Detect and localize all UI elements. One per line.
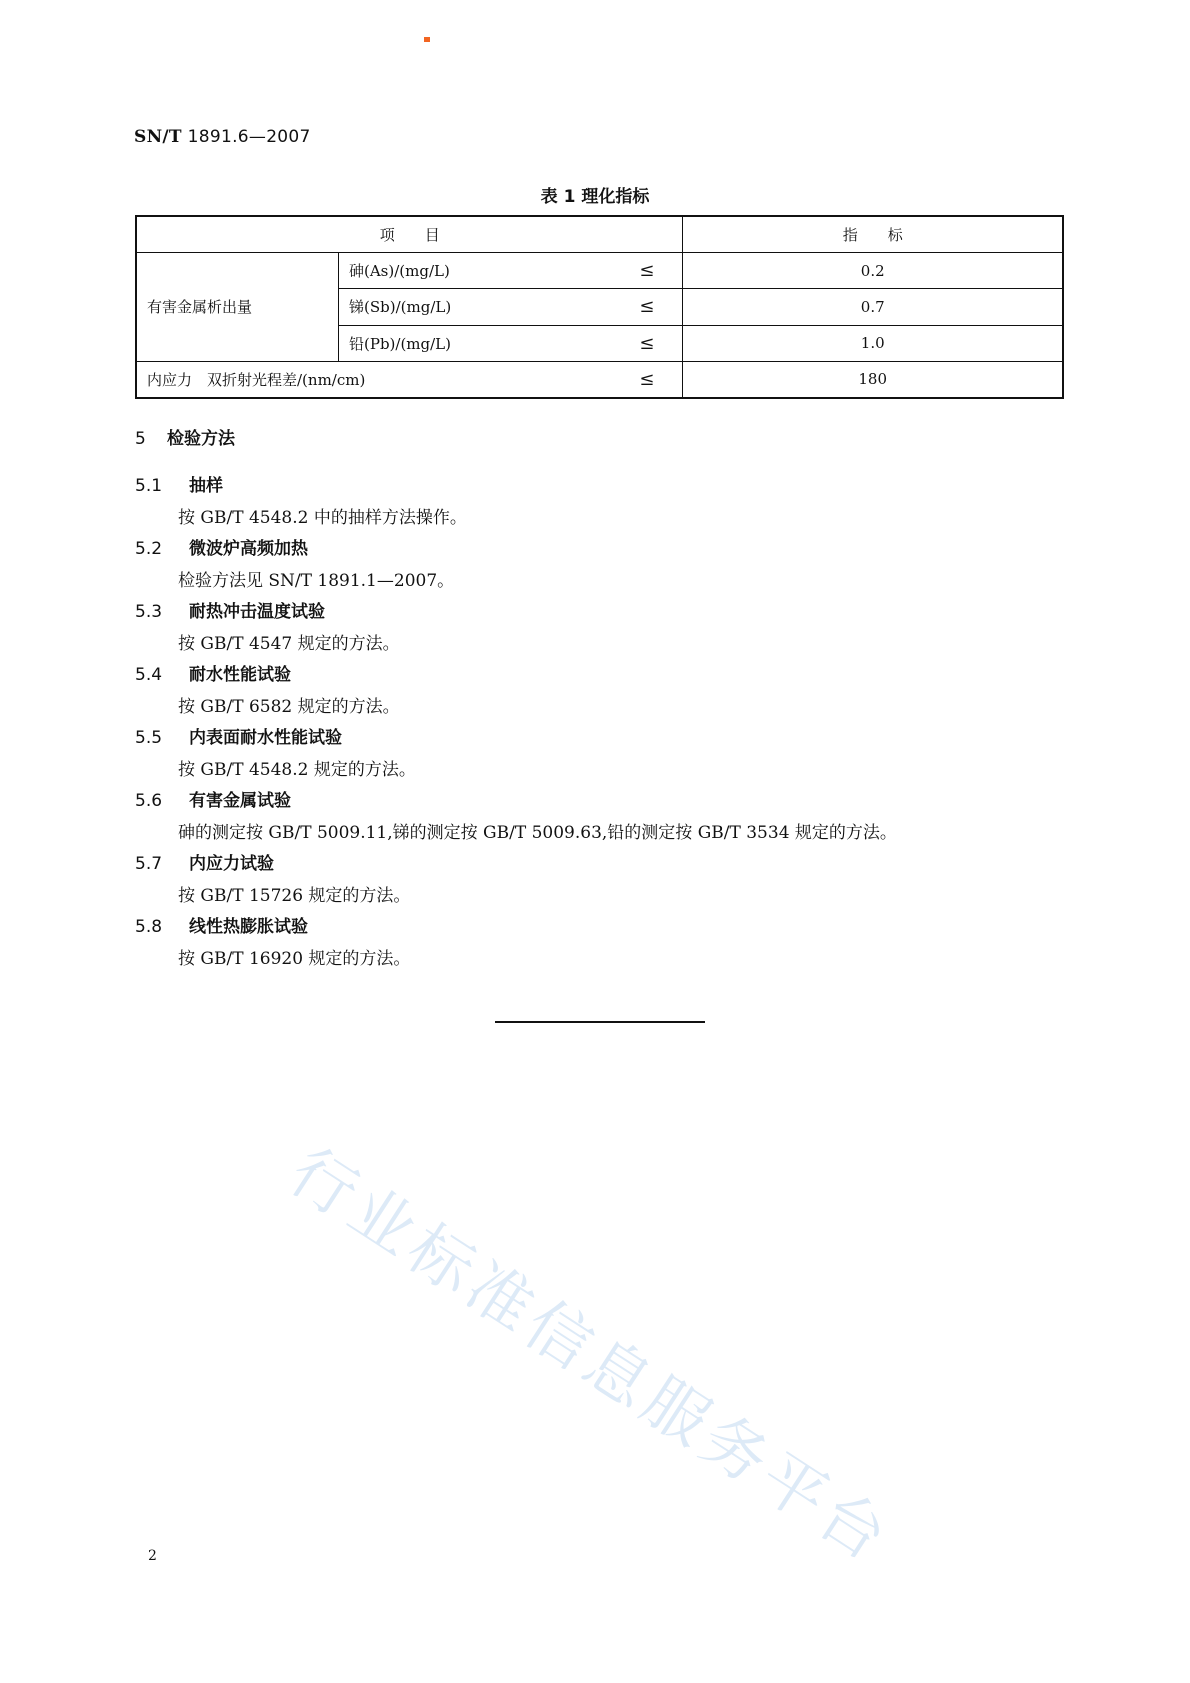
subsection-text: 按 GB/T 16920 规定的方法。 (178, 949, 411, 969)
group-label: 有害金属析出量 (136, 253, 339, 362)
subsection-heading (135, 534, 308, 559)
stress-item: 内应力 双折射光程差/(nm/cm) (136, 361, 625, 398)
orange-mark (424, 37, 430, 42)
spec-table (135, 215, 1064, 399)
subsection-number: 5.7 (135, 854, 163, 874)
row-value: 0.2 (683, 253, 1063, 289)
header-index: 指 标 (683, 216, 1063, 253)
subsection-number: 5.8 (135, 917, 163, 937)
row-symbol: ≤ (625, 289, 683, 325)
subsection-text: 按 GB/T 15726 规定的方法。 (178, 886, 411, 906)
row-value: 0.7 (683, 289, 1063, 325)
subsection-title: 内应力试验 (189, 854, 274, 874)
table-row (136, 253, 1063, 289)
standard-prefix: SN/T (134, 127, 182, 147)
table-title: 表 1 理化指标 (540, 187, 650, 207)
standard-number: 1891.6—2007 (187, 127, 311, 147)
stress-symbol: ≤ (625, 361, 683, 398)
subsection-title: 有害金属试验 (189, 791, 291, 811)
subsection-heading (135, 597, 325, 622)
subsection-text: 按 GB/T 6582 规定的方法。 (178, 697, 400, 717)
subsection-text: 检验方法见 SN/T 1891.1—2007。 (178, 571, 455, 591)
table-row-stress (136, 361, 1063, 398)
row-value: 1.0 (683, 325, 1063, 361)
row-item: 砷(As)/(mg/L) (339, 253, 625, 289)
subsection-heading (135, 786, 291, 811)
row-item: 锑(Sb)/(mg/L) (339, 289, 625, 325)
end-rule (495, 1021, 705, 1023)
table-header-row (136, 216, 1063, 253)
standard-code (134, 127, 311, 147)
watermark: 行业标准信息服务平台 (276, 1135, 904, 1579)
subsection-number: 5.1 (135, 476, 163, 496)
page-number: 2 (148, 1548, 157, 1564)
row-symbol: ≤ (625, 253, 683, 289)
subsection-heading (135, 660, 291, 685)
subsection-number: 5.3 (135, 602, 163, 622)
subsection-title: 抽样 (189, 476, 223, 496)
subsection-number: 5.4 (135, 665, 163, 685)
subsection-title: 耐热冲击温度试验 (189, 602, 325, 622)
subsection-number: 5.2 (135, 539, 163, 559)
subsection-number: 5.5 (135, 728, 163, 748)
subsection-heading (135, 849, 274, 874)
row-item: 铅(Pb)/(mg/L) (339, 325, 625, 361)
subsection-title: 微波炉高频加热 (189, 539, 308, 559)
subsection-heading (135, 471, 223, 496)
section-number: 5 (135, 429, 146, 449)
subsection-text: 砷的测定按 GB/T 5009.11,锑的测定按 GB/T 5009.63,铅的测定按 GB/T 3534 规定的方法。 (178, 823, 897, 843)
row-symbol: ≤ (625, 325, 683, 361)
subsection-number: 5.6 (135, 791, 163, 811)
subsection-title: 内表面耐水性能试验 (189, 728, 342, 748)
section-heading (135, 424, 235, 449)
stress-value: 180 (683, 361, 1063, 398)
subsection-title: 耐水性能试验 (189, 665, 291, 685)
subsection-text: 按 GB/T 4548.2 中的抽样方法操作。 (178, 508, 467, 528)
subsection-text: 按 GB/T 4548.2 规定的方法。 (178, 760, 416, 780)
subsection-title: 线性热膨胀试验 (189, 917, 308, 937)
header-item: 项 目 (136, 216, 683, 253)
subsection-heading (135, 723, 342, 748)
subsection-heading (135, 912, 308, 937)
subsection-text: 按 GB/T 4547 规定的方法。 (178, 634, 400, 654)
section-title: 检验方法 (167, 429, 235, 449)
